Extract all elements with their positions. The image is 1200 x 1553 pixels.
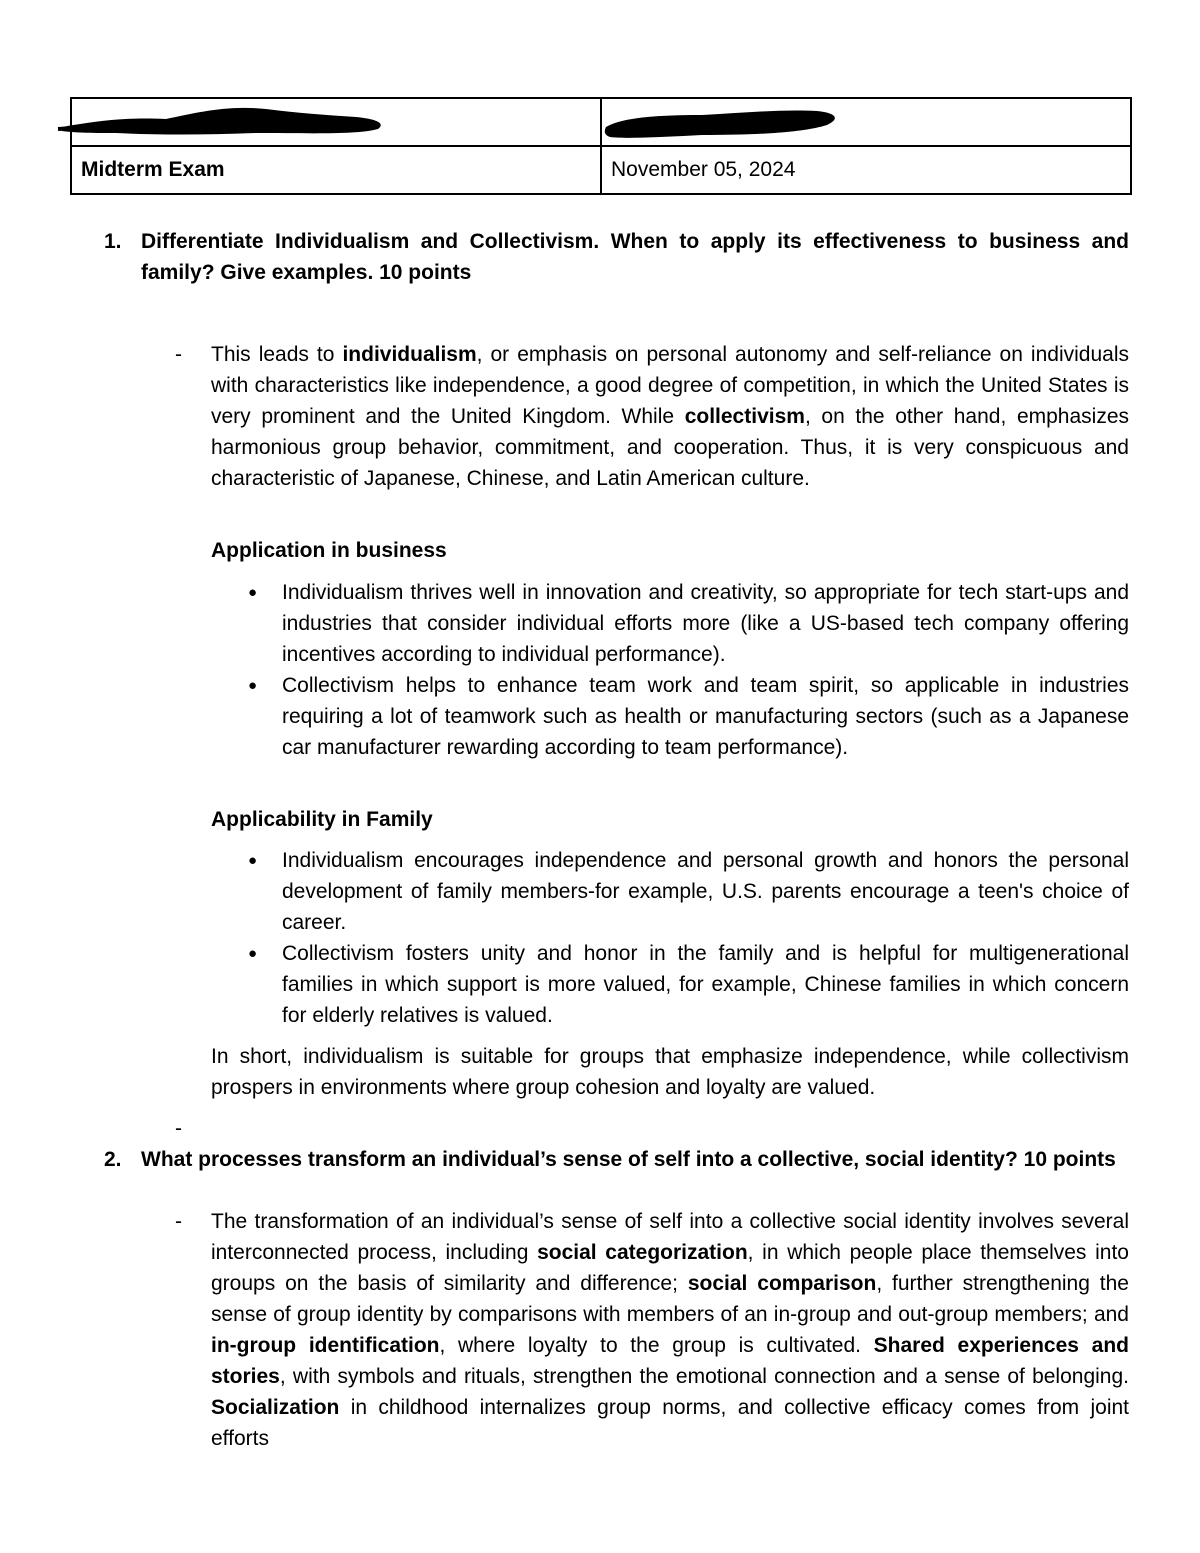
exam-date-cell (601, 146, 1131, 194)
bullet-icon: ● (248, 852, 258, 869)
answer-1-paragraph: This leads to individualism, or emphasis on personal autonomy and self-reliance on individuals with characteristics like independence, a good degree of competition, in which the United States is very prominent and the United Kingdom. While collectivism, on the other hand, emphasizes harmonious group behavior, commitment, and cooperation. Thus, it is very conspicuous and characteristic of Japanese, Chinese, and Latin American culture. (211, 343, 1129, 490)
bullet-icon: ● (248, 677, 258, 694)
question-2-number: 2. (104, 1148, 122, 1171)
answer-2-paragraph: The transformation of an individual’s sense of self into a collective social identity involves several interconnected process, including social categorization, in which people place themselves into groups on the basis of similarity and difference; social comparison, further strengthening the sense of group identity by comparisons with members of an in-group and out-group members; and in-group identification, where loyalty to the group is cultivated. Shared experiences and stories, with symbols and rituals, strengthen the emotional connection and a sense of belonging. Socialization in childhood internalizes group norms, and collective efficacy comes from joint efforts (211, 1210, 1129, 1450)
name-cell (71, 98, 601, 146)
question-2-text: What processes transform an individual’s sense of self into a collective, social identity? 10 points (141, 1148, 1116, 1171)
exam-title: Midterm Exam (81, 158, 225, 181)
family-item-1: Individualism encourages independence and personal growth and honors the personal development of family members-for example, U.S. parents encourage a teen's choice of career. (282, 849, 1129, 934)
trailing-dash: - (175, 1117, 182, 1140)
bullet-icon: ● (248, 945, 258, 962)
question-1-text: Differentiate Individualism and Collectivism. When to apply its effectiveness to business and family? Give examples. 10 points (141, 230, 1129, 284)
business-item-2: Collectivism helps to enhance team work and team spirit, so applicable in industries requiring a lot of teamwork such as health or manufacturing sectors (such as a Japanese car manufacturer rewarding according to team performance). (282, 674, 1129, 759)
business-heading: Application in business (211, 539, 447, 562)
header-table (70, 97, 1132, 195)
family-item-2: Collectivism fosters unity and honor in the family and is helpful for multigenerational families in which support is more valued, for example, Chinese families in which concern for elderly relatives is valued. (282, 942, 1129, 1027)
bullet-icon: ● (248, 584, 258, 601)
answer-1-summary: In short, individualism is suitable for groups that emphasize independence, while collectivism prospers in environments where group cohesion and loyalty are valued. (211, 1045, 1129, 1099)
redaction-scribble (602, 105, 842, 143)
question-1-number: 1. (104, 230, 122, 253)
exam-date: November 05, 2024 (611, 158, 796, 181)
exam-title-cell (71, 146, 601, 194)
answer-2-dash: - (175, 1210, 182, 1233)
id-cell (601, 98, 1131, 146)
family-heading: Applicability in Family (211, 808, 433, 831)
redaction-scribble (56, 103, 396, 143)
business-item-1: Individualism thrives well in innovation and creativity, so appropriate for tech start-ups and industries that consider individual efforts more (like a US-based tech company offering incentives according to individual performance). (282, 581, 1129, 666)
answer-1-dash: - (175, 343, 182, 366)
